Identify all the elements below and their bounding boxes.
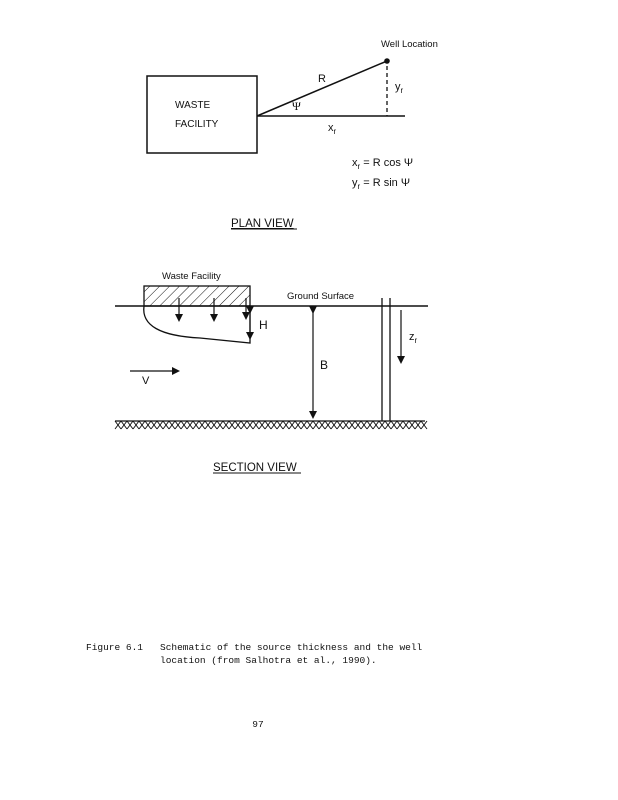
equation-xr: $x_r = R$ cos Ψ — [352, 157, 414, 171]
figure-number: Figure 6.1 — [86, 642, 144, 653]
page-number: 97 — [252, 719, 264, 730]
plan-view-title: PLAN VIEW — [231, 218, 294, 230]
caption-line-2: location (from Salhotra et al., 1990). — [160, 655, 377, 666]
h-label: H — [259, 318, 268, 332]
xr-label: $x_r$ — [328, 122, 337, 136]
waste-facility-label-line1: WASTE — [175, 100, 211, 111]
figure-caption — [86, 641, 466, 667]
impermeable-base-hatching — [115, 421, 427, 429]
section-view — [115, 271, 428, 474]
yr-label: $y_r$ — [395, 81, 404, 95]
waste-facility-section-label: Waste Facility — [162, 271, 221, 282]
r-label: R — [318, 73, 326, 85]
well-location-point — [384, 58, 390, 64]
v-label: V — [142, 375, 150, 387]
psi-label: Ψ — [292, 99, 301, 113]
plan-view — [147, 39, 438, 230]
b-label: B — [320, 358, 329, 372]
waste-facility-hatched — [144, 286, 250, 306]
caption-line-1: Schematic of the source thickness and the well — [160, 642, 423, 653]
zr-label: $z_r$ — [409, 331, 418, 345]
contaminant-plume — [144, 306, 250, 343]
ground-surface-label: Ground Surface — [287, 291, 355, 302]
r-distance-line — [257, 61, 387, 116]
waste-facility-box — [147, 76, 257, 153]
well-location-label: Well Location — [381, 39, 438, 50]
equation-yr: $y_r = R$ sin Ψ — [352, 177, 411, 191]
section-view-title: SECTION VIEW — [213, 462, 297, 474]
waste-facility-label-line2: FACILITY — [175, 119, 219, 130]
